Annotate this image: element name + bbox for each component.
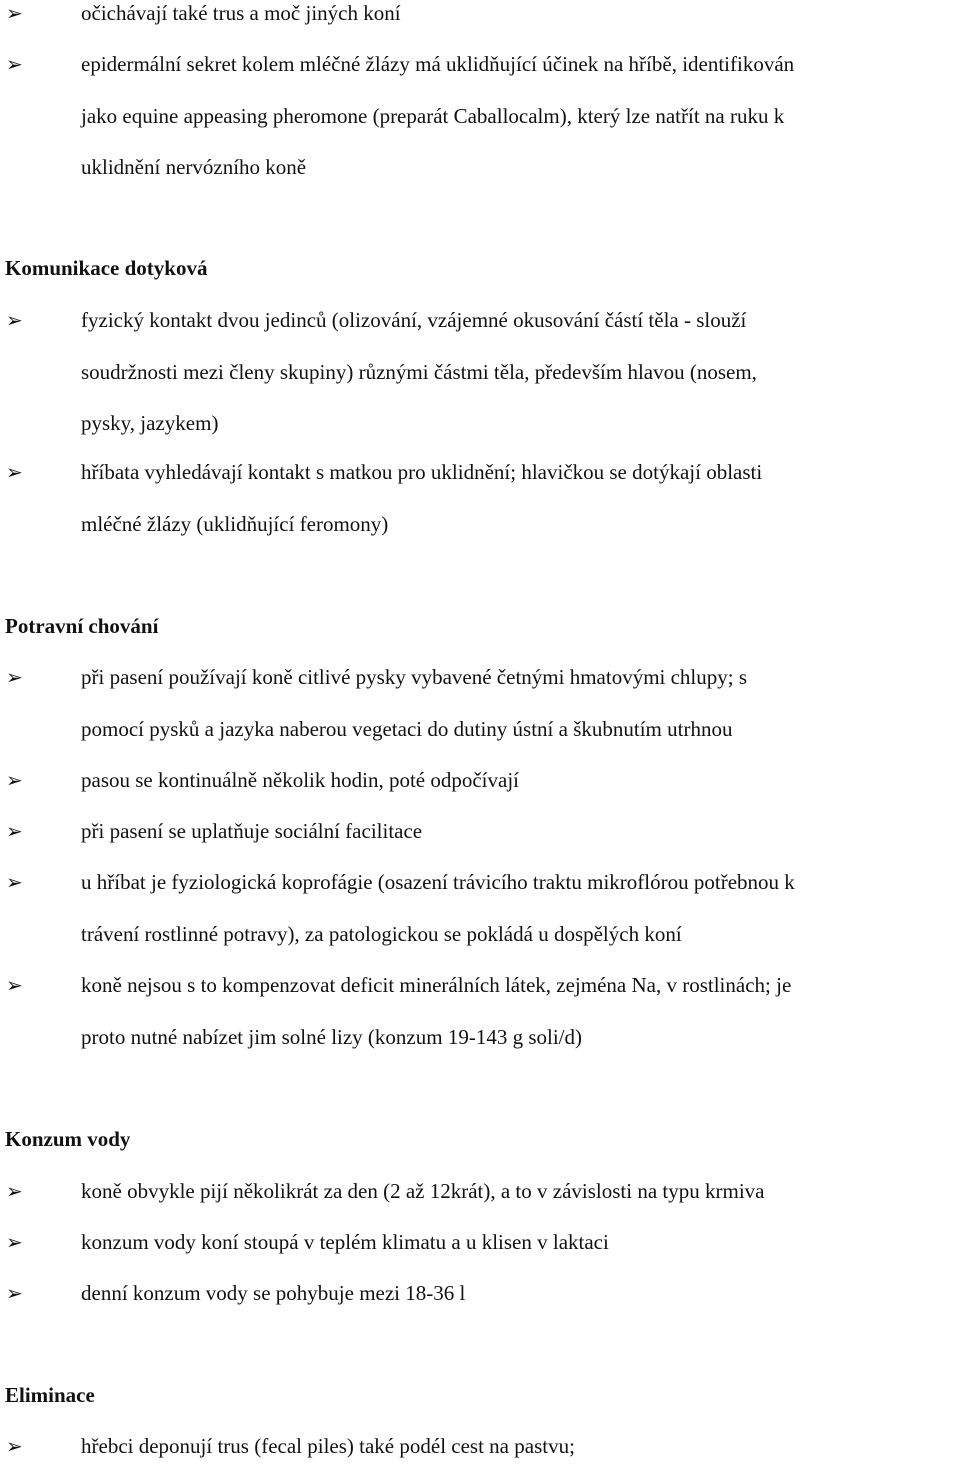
list-item [0, 1268, 960, 1320]
list-item [0, 1166, 960, 1218]
list-item [0, 857, 960, 960]
arrow-bullet-icon: ➢ [6, 1281, 23, 1305]
list-item-text: při pasení používají koně citlivé pysky vybavené četnými hmatovými chlupy; s [81, 665, 748, 689]
list-item-text: mléčné žlázy (uklidňující feromony) [81, 511, 389, 536]
list-item-text: proto nutné nabízet jim solné lizy (konzum 19-143 g soli/d) [81, 1024, 582, 1049]
list-item [0, 0, 960, 40]
arrow-bullet-icon: ➢ [6, 665, 23, 689]
list-item-text: epidermální sekret kolem mléčné žlázy má uklidňující účinek na hříbě, identifikován [81, 52, 795, 76]
list-item-text: u hříbat je fyziologická koprofágie (osazení trávicího traktu mikroflórou potřebnou k [81, 870, 795, 894]
arrow-bullet-icon: ➢ [6, 819, 23, 843]
section-heading: Konzum vody [5, 1127, 131, 1151]
list-item-text: jako equine appeasing pheromone (preparát Caballocalm), který lze natřít na ruku k [81, 103, 785, 128]
list-item-text: hřebci deponují trus (fecal piles) také podél cest na pastvu; [81, 1434, 575, 1458]
list-item-text: pysky, jazykem) [81, 411, 219, 435]
list-item [0, 806, 960, 858]
arrow-bullet-icon: ➢ [6, 52, 23, 76]
list-item [0, 652, 960, 755]
arrow-bullet-icon: ➢ [6, 870, 23, 894]
list-item-text: denní konzum vody se pohybuje mezi 18-36 l [81, 1281, 466, 1305]
list-item-text: soudržnosti mezi členy skupiny) různými částmi těla, především hlavou (nosem, [81, 359, 757, 384]
arrow-bullet-icon: ➢ [6, 973, 23, 997]
arrow-bullet-icon: ➢ [6, 308, 23, 332]
list-item [0, 39, 960, 194]
list-item-text: při pasení se uplatňuje sociální facilitace [81, 819, 423, 843]
list-item-text: hříbata vyhledávají kontakt s matkou pro uklidnění; hlavičkou se dotýkají oblasti [81, 460, 763, 484]
arrow-bullet-icon: ➢ [6, 768, 23, 792]
list-item [0, 447, 960, 550]
list-item-text: pasou se kontinuálně několik hodin, poté odpočívají [81, 768, 520, 792]
list-item [0, 960, 960, 1063]
arrow-bullet-icon: ➢ [6, 460, 23, 484]
list-item-text: pomocí pysků a jazyka naberou vegetaci do dutiny ústní a škubnutím utrhnou [81, 716, 733, 741]
list-item [0, 295, 960, 450]
list-item-text: očichávají také trus a moč jiných koní [81, 1, 401, 25]
list-item-text: konzum vody koní stoupá v teplém klimatu a u klisen v laktaci [81, 1230, 609, 1254]
list-item-text: uklidnění nervózního koně [81, 155, 307, 179]
section-heading: Potravní chování [5, 614, 159, 638]
list-item-text: fyzický kontakt dvou jedinců (olizování, vzájemné okusování částí těla - slouží [81, 308, 747, 332]
arrow-bullet-icon: ➢ [6, 1, 23, 25]
list-item-text: trávení rostlinné potravy), za patologickou se pokládá u dospělých koní [81, 921, 682, 946]
list-item-text: koně nejsou s to kompenzovat deficit minerálních látek, zejména Na, v rostlinách; je [81, 973, 792, 997]
list-item [0, 755, 960, 807]
list-item-text: koně obvykle pijí několikrát za den (2 až 12krát), a to v závislosti na typu krmiva [81, 1179, 765, 1203]
arrow-bullet-icon: ➢ [6, 1434, 23, 1458]
section-heading: Eliminace [5, 1383, 95, 1407]
list-item [0, 1217, 960, 1269]
arrow-bullet-icon: ➢ [6, 1230, 23, 1254]
arrow-bullet-icon: ➢ [6, 1179, 23, 1203]
section-heading: Komunikace dotyková [5, 256, 208, 280]
